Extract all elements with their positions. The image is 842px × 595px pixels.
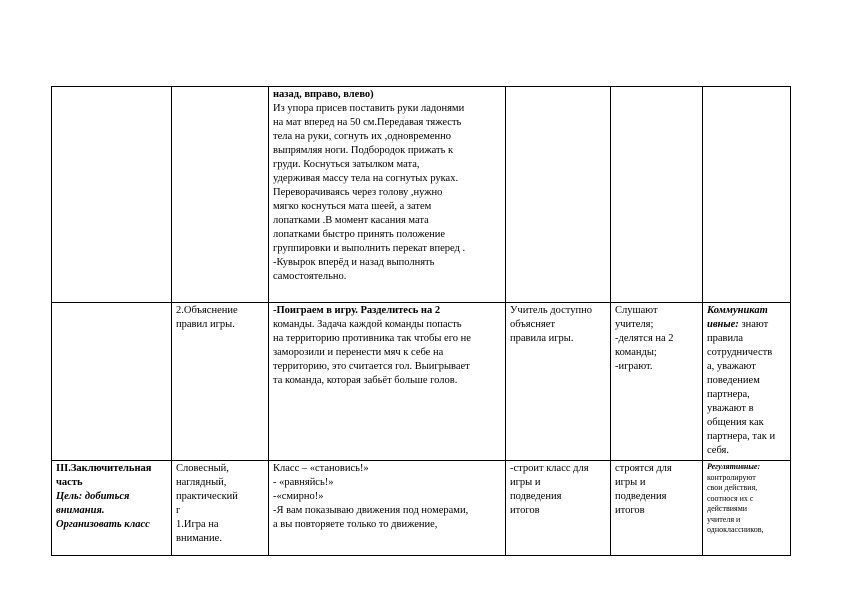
content-line: Из упора присев поставить руки ладонями [273, 103, 465, 114]
method-line: 2.Объяснение [176, 305, 238, 316]
teacher-line: подведения [510, 491, 562, 502]
goal-line: внимания. [56, 505, 105, 516]
table-row [52, 461, 791, 556]
goal-line: Цель: добиться [56, 491, 130, 502]
content-line: груди. Коснуться затылком мата, [273, 159, 420, 170]
uud-line: контролируют [707, 472, 756, 482]
uud-line: сотрудничеств [707, 347, 773, 358]
uud-line: соотнося их с [707, 493, 754, 503]
students-line: игры и [615, 477, 646, 488]
content-line: удерживая массу тела на согнутых руках. [273, 173, 459, 184]
uud-label: Коммуникат [707, 305, 768, 316]
content-line: - «равняйсь!» [273, 477, 334, 488]
content-cell [269, 461, 506, 556]
content-line: на мат вперед на 50 см.Передавая тяжесть [273, 117, 462, 128]
teacher-line: -строит класс для [510, 463, 589, 474]
teacher-line: правила игры. [510, 333, 574, 344]
students-line: итогов [615, 505, 645, 516]
uud-line: себя. [707, 445, 729, 456]
method-cell [172, 303, 269, 461]
stage-cell [52, 461, 172, 556]
teacher-cell [506, 87, 611, 303]
method-line: практический [176, 491, 238, 502]
method-line: внимание. [176, 533, 222, 544]
content-line: назад, вправо, влево) [273, 89, 374, 100]
content-line: группировки и выполнить перекат вперед . [273, 243, 466, 254]
uud-line: свои действия, [707, 483, 758, 492]
teacher-line: игры и [510, 477, 541, 488]
uud-cell [703, 461, 791, 556]
students-line: Слушают [615, 305, 658, 316]
content-line: заморозили и перенести мяч к себе на [273, 347, 444, 358]
method-line: наглядный, [176, 477, 227, 488]
content-line: самостоятельно. [273, 271, 347, 282]
content-line: выпрямляя ноги. Подбородок прижать к [273, 145, 454, 156]
method-line: правил игры. [176, 319, 235, 330]
stage-title: III.Заключительная [56, 463, 152, 474]
students-line: подведения [615, 491, 667, 502]
uud-line: партнера, [707, 389, 750, 400]
method-cell [172, 87, 269, 303]
students-line: -делятся на 2 [615, 333, 674, 344]
method-line: 1.Игра на [176, 519, 219, 530]
uud-cell [703, 303, 791, 461]
uud-cell [703, 87, 791, 303]
content-cell [269, 303, 506, 461]
uud-line: правила [707, 333, 744, 344]
content-line: -Я вам показываю движения под номерами, [273, 505, 469, 516]
table-row [52, 87, 791, 303]
content-line: мягко коснуться мата шеей, а затем [273, 201, 432, 212]
teacher-line: Учитель доступно [510, 305, 592, 316]
content-line: территорию, это считается гол. Выигрывает [273, 361, 470, 372]
teacher-line: итогов [510, 505, 540, 516]
students-line: учителя; [615, 319, 654, 330]
uud-label: Регулятивные: [707, 462, 761, 471]
goal-line: Организовать класс [56, 519, 150, 530]
students-line: строятся для [615, 463, 672, 474]
content-line: лопатками .В момент касания мата [273, 215, 429, 226]
students-cell [611, 303, 703, 461]
table-row [52, 303, 791, 461]
uud-line: действиями [707, 504, 748, 513]
students-line: -играют. [615, 361, 653, 372]
uud-line: уважают в [707, 403, 754, 414]
content-line: тела на руки, согнуть их ,одновременно [273, 131, 452, 142]
lesson-plan-table [51, 86, 791, 556]
stage-cell [52, 303, 172, 461]
students-cell [611, 461, 703, 556]
uud-line: учителя и [707, 514, 741, 524]
content-line: Переворачиваясь через голову ,нужно [273, 187, 443, 198]
content-line: а вы повторяете только то движение, [273, 519, 438, 530]
method-line: г [176, 505, 181, 516]
content-cell [269, 87, 506, 303]
uud-line: поведением [707, 375, 760, 386]
content-line: лопатками быстро принять положение [273, 229, 446, 240]
uud-label-cont: ивные: [707, 319, 739, 330]
content-line: Класс – «становись!» [273, 463, 369, 474]
teacher-line: объясняет [510, 319, 555, 330]
method-cell [172, 461, 269, 556]
uud-line: одноклассников, [707, 525, 764, 534]
students-line: команды; [615, 347, 657, 358]
uud-line: партнера, так и [707, 431, 776, 442]
teacher-cell [506, 303, 611, 461]
content-line: та команда, которая забьёт больше голов. [273, 375, 458, 386]
uud-line: общения как [707, 417, 764, 428]
content-line: -«смирно!» [273, 491, 324, 502]
stage-cell [52, 87, 172, 303]
uud-first: знают [738, 319, 769, 330]
content-line: на территорию противника так чтобы его не [273, 333, 471, 344]
teacher-cell [506, 461, 611, 556]
content-line: -Поиграем в игру. Разделитесь на 2 [273, 305, 441, 316]
stage-title-cont: часть [56, 477, 83, 488]
students-cell [611, 87, 703, 303]
content-line: команды. Задача каждой команды попасть [273, 319, 462, 330]
method-line: Словесный, [176, 463, 229, 474]
uud-line: а, уважают [707, 361, 756, 372]
content-line: -Кувырок вперёд и назад выполнять [273, 257, 435, 268]
